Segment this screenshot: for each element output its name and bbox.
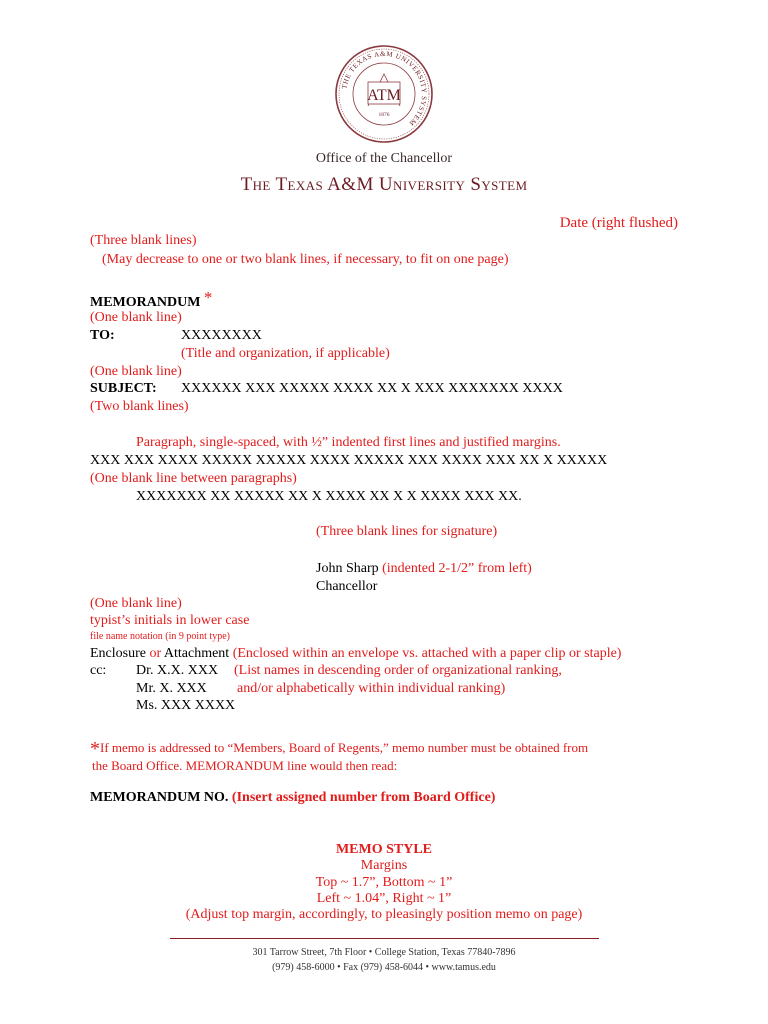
signature-note: (Three blank lines for signature) [316, 524, 498, 539]
one-blank-line-note: (One blank line) [90, 364, 182, 379]
cc-name-3: Ms. XXX XXXX [136, 698, 236, 713]
memo-style-top-bottom: Top ~ 1.7”, Bottom ~ 1” [315, 875, 453, 890]
may-decrease-note: (May decrease to one or two blank lines, if necessary, to fit on one page) [102, 252, 509, 267]
footnote-line-1 [90, 736, 589, 760]
subject-value: XXXXXX XXX XXXXX XXXX XX X XXX XXXXXXX XXXX [181, 381, 563, 396]
paragraph-line: XXX XXX XXXX XXXXX XXXXX XXXX XXXXX XXX XXXX XXX XX X XXXXX [90, 453, 608, 468]
memorandum-line [90, 288, 213, 310]
university-seal-logo [334, 44, 434, 144]
memorandum-heading: MEMORANDUM [90, 295, 201, 310]
footnote-asterisk: * [90, 738, 100, 760]
two-blank-lines-note: (Two blank lines) [90, 399, 189, 414]
seal-monogram: ATM [367, 87, 401, 104]
memo-number-line [90, 791, 495, 805]
cc-label: cc: [90, 663, 107, 678]
office-title: Office of the Chancellor [315, 151, 453, 166]
memo-style-title: MEMO STYLE [335, 842, 433, 857]
subject-label: SUBJECT: [90, 381, 157, 396]
to-label: TO: [90, 328, 115, 343]
between-paragraphs-note: (One blank line between paragraphs) [90, 471, 297, 486]
signer-indent-note: (indented 2-1/2” from left) [382, 561, 532, 576]
signer-line [316, 562, 532, 576]
footnote-line-2: the Board Office. MEMORANDUM line would then read: [92, 758, 398, 773]
paragraph-2: XXXXXXX XX XXXXX XX X XXXX XX X X XXXX XXX XX. [136, 489, 522, 504]
to-note: (Title and organization, if applicable) [181, 346, 390, 361]
memo-style-adjust: (Adjust top margin, accordingly, to pleasingly position memo on page) [185, 907, 583, 922]
asterisk-marker: * [203, 288, 213, 307]
cc-name-2: Mr. X. XXX [136, 681, 207, 696]
enclosure-note: (Enclosed within an envelope vs. attached with a paper clip or staple) [232, 646, 622, 661]
footer-contact: (979) 458-6000 • Fax (979) 458-6044 • www.tamus.edu [272, 962, 496, 973]
memo-style-left-right: Left ~ 1.04”, Right ~ 1” [316, 891, 452, 906]
cc-name-1: Dr. X.X. XXX [136, 663, 219, 678]
one-blank-line-note: (One blank line) [90, 596, 182, 611]
seal-year: 1876 [378, 112, 390, 118]
seal-ring-text: THE TEXAS A&M UNIVERSITY SYSTEM [340, 49, 429, 128]
cc-note-1: (List names in descending order of organizational ranking, [234, 663, 562, 678]
attachment-text: Attachment [163, 646, 230, 661]
signer-title: Chancellor [316, 579, 378, 594]
file-notation-note: file name notation (in 9 point type) [90, 631, 230, 642]
footer-address: 301 Tarrow Street, 7th Floor • College Station, Texas 77840-7896 [252, 947, 516, 958]
one-blank-line-note: (One blank line) [90, 310, 182, 325]
cc-note-2: and/or alphabetically within individual ranking) [237, 681, 506, 696]
memo-number-note: (Insert assigned number from Board Office) [231, 790, 496, 805]
to-value: XXXXXXXX [181, 328, 262, 343]
or-text: or [149, 646, 162, 661]
typist-initials-note: typist’s initials in lower case [90, 613, 250, 628]
three-blank-lines-note: (Three blank lines) [90, 233, 197, 248]
memo-style-margins: Margins [360, 858, 408, 873]
enclosure-text: Enclosure [90, 646, 146, 661]
footer-divider [170, 938, 599, 939]
enclosure-line [90, 647, 621, 661]
paragraph-note: Paragraph, single-spaced, with ½” indented first lines and justified margins. [136, 435, 561, 450]
signer-name: John Sharp [316, 561, 379, 576]
system-name: The Texas A&M University System [240, 174, 528, 195]
date-note: Date (right flushed) [559, 215, 678, 231]
memo-number-label: MEMORANDUM NO. [90, 790, 229, 805]
footnote-text-1: If memo is addressed to “Members, Board of Regents,” memo number must be obtained from [100, 740, 589, 755]
